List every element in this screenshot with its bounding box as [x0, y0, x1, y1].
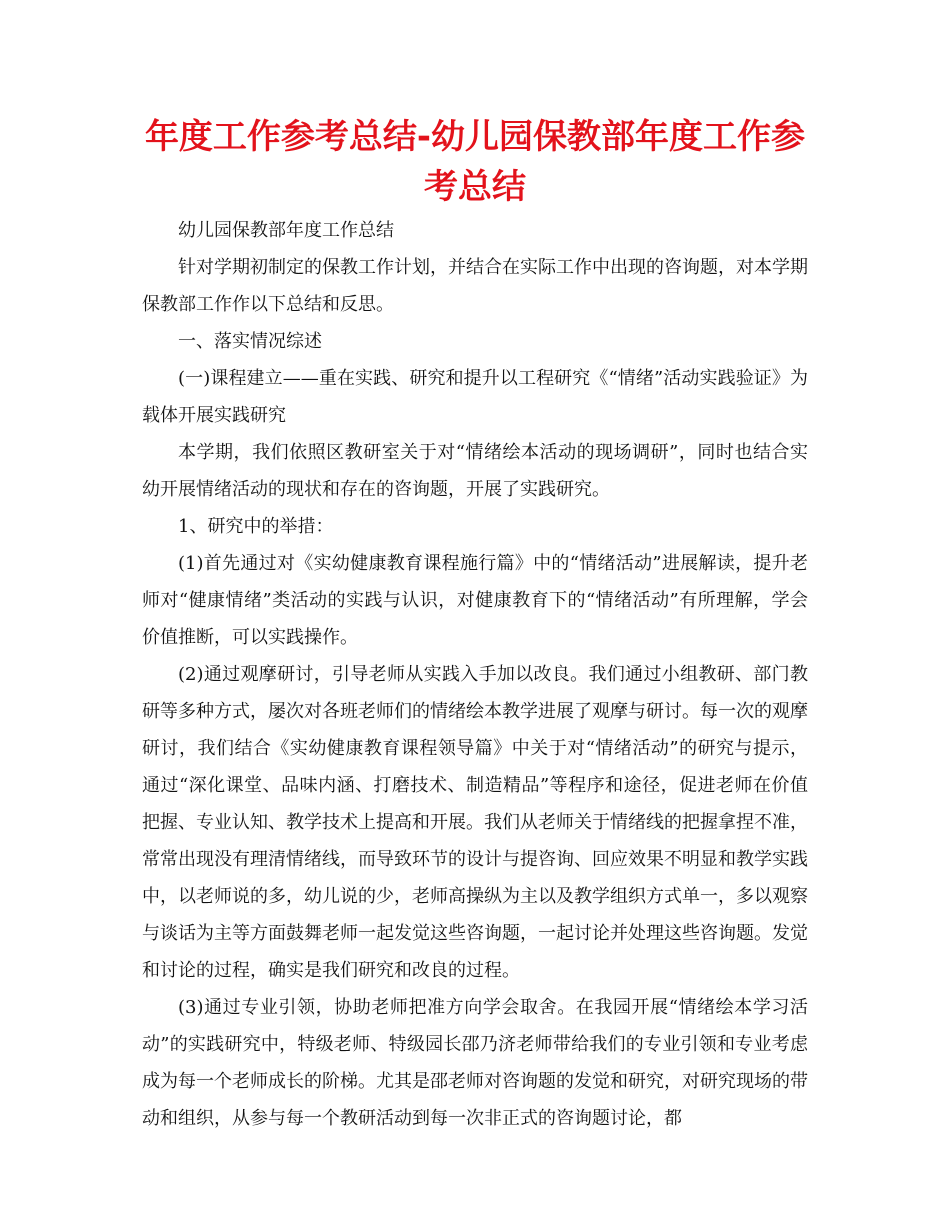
section-heading: 一、落实情况综述	[178, 331, 322, 352]
list-item: (3)通过专业引领，协助老师把准方向学会取舍。在我园开展“情绪绘本学习活动”的实践研究中，特级老师、特级园长邵乃济老师带给我们的专业引领和专业考虑成为每一个老师成长的阶梯。尤其是邵老师对咨询题的发觉和研究，对研究现场的带动和组织，从参与每一个教研活动到每一次非正式的咨询题讨论，都	[142, 997, 808, 1129]
paragraph-intro: 针对学期初制定的保教工作计划，并结合在实际工作中出现的咨询题，对本学期保教部工作作以下总结和反思。	[142, 257, 808, 315]
document-title: 年度工作参考总结-幼儿园保教部年度工作参考总结	[144, 117, 806, 207]
list-item: (1)首先通过对《实幼健康教育课程施行篇》中的“情绪活动”进展解读，提升老师对“健康情绪”类活动的实践与认识，对健康教育下的“情绪活动”有所理解，学会价值推断，可以实践操作。	[142, 553, 808, 648]
list-item: (2)通过观摩研讨，引导老师从实践入手加以改良。我们通过小组教研、部门教研等多种方式，屡次对各班老师们的情绪绘本教学进展了观摩与研讨。每一次的观摩研讨，我们结合《实幼健康教育课程领导篇》中关于对“情绪活动”的研究与提示，通过“深化课堂、品味内涵、打磨技术、制造精品”等程序和途径，促进老师在价值把握、专业认知、教学技术上提高和开展。我们从老师关于情绪线的把握拿捏不准，常常出现没有理清情绪线，而导致环节的设计与提咨询、回应效果不明显和教学实践中，以老师说的多，幼儿说的少，老师高操纵为主以及教学组织方式单一，多以观察与谈话为主等方面鼓舞老师一起发觉这些咨询题，一起讨论并处理这些咨询题。发觉和讨论的过程，确实是我们研究和改良的过程。	[142, 664, 808, 981]
paragraph: 本学期，我们依照区教研室关于对“情绪绘本活动的现场调研”，同时也结合实幼开展情绪活动的现状和存在的咨询题，开展了实践研究。	[142, 442, 808, 500]
subsection-heading: (一)课程建立——重在实践、研究和提升以工程研究《“情绪”活动实践验证》为载体开展实践研究	[142, 368, 808, 426]
list-heading: 1、研究中的举措：	[178, 516, 334, 537]
document-body	[142, 212, 808, 1137]
paragraph-subtitle: 幼儿园保教部年度工作总结	[178, 220, 394, 241]
